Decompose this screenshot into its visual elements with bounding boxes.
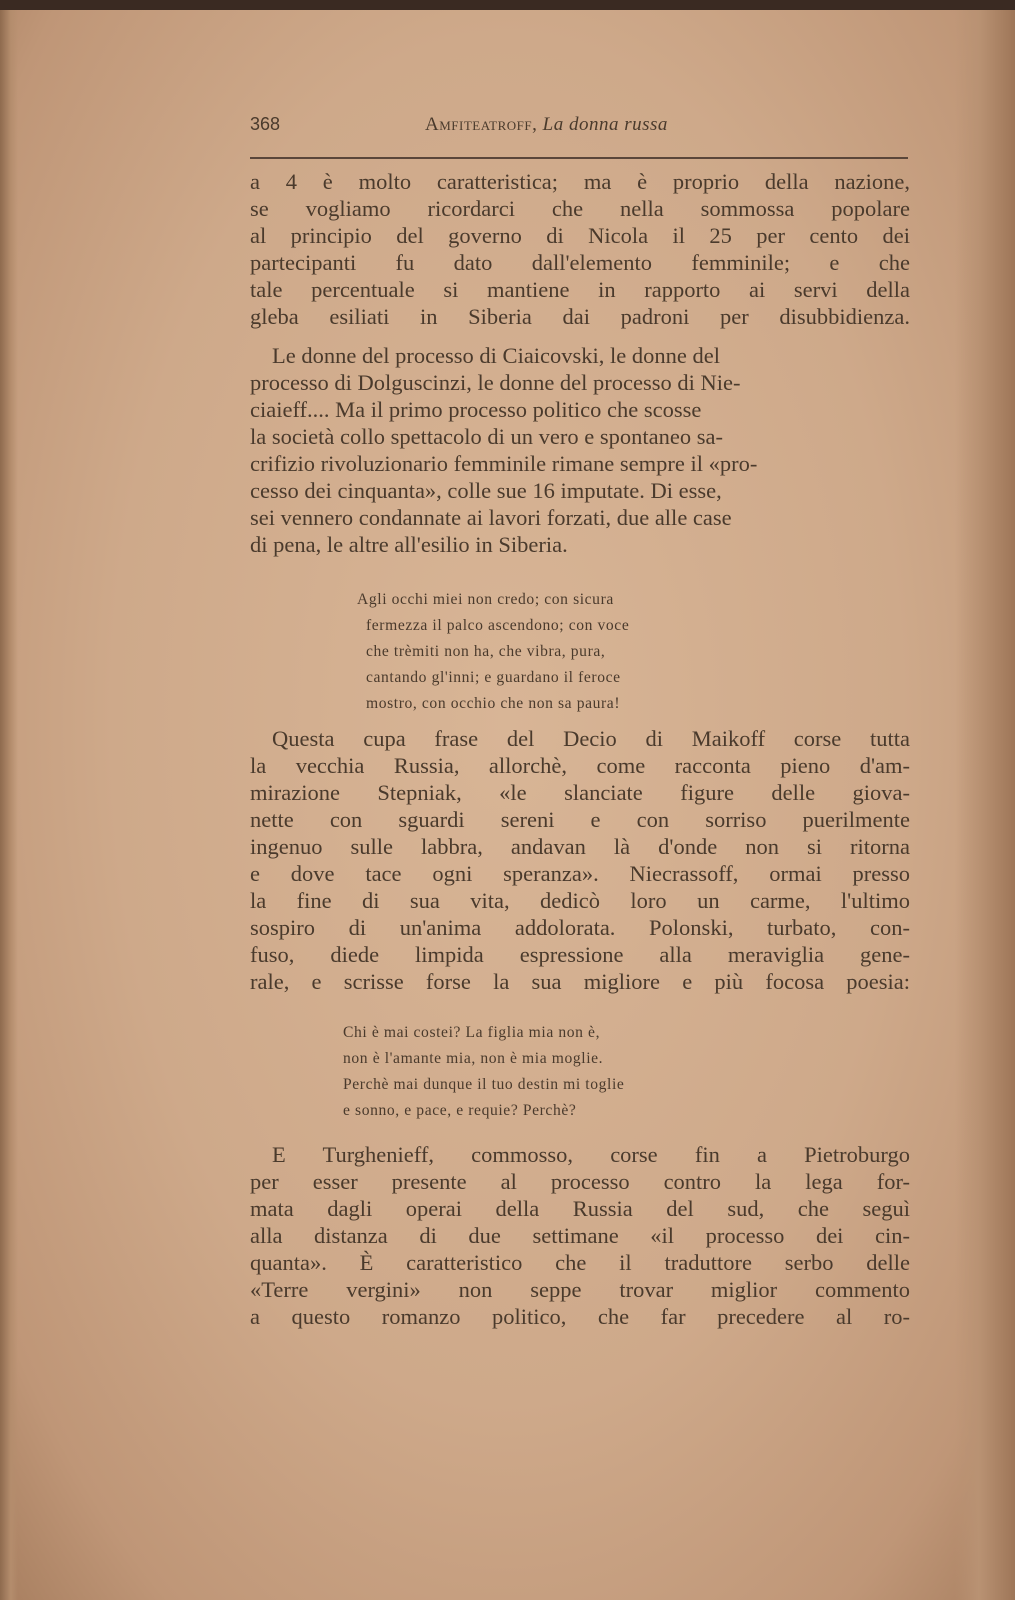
scan-border-top (0, 0, 1015, 10)
page-number: 368 (250, 114, 281, 134)
poem-line: mostro, con occhio che non sa paura! (357, 695, 621, 712)
poem-quote-1 (357, 587, 797, 717)
page-left-edge (0, 10, 18, 1600)
poem-quote-2 (343, 1020, 823, 1124)
paragraph-4: E Turghenieff, commosso, corse fin a Pietroburgo per esser presente al processo contro la lega for- mata dagli operai della Russia del sud, che seguì alla distanza di due settimane «il processo dei cin- quanta». È caratteristico che il traduttore serbo delle «Terre vergini» non seppe trovar miglior commento a questo romanzo politico, che far precedere al ro- (250, 1142, 910, 1329)
paragraph-3: Questa cupa frase del Decio di Maikoff corse tutta la vecchia Russia, allorchè, come racconta pieno d'am- mirazione Stepniak, «le slanciate figure delle giova- nette con sguardi sereni e con sorriso puerilmente ingenuo sulle labbra, andavan là d'onde non si ritorna e dove tace ogni speranza». Niecrassoff, ormai presso la fine di sua vita, dedicò loro un carme, l'ultimo sospiro di un'anima addolorata. Polonski, turbato, con- fuso, diede limpida espressione alla meraviglia gene- rale, e scrisse forse la sua migliore e più focosa poesia: (250, 726, 910, 994)
running-header (250, 114, 910, 144)
poem-line: e sonno, e pace, e requie? Perchè? (343, 1102, 577, 1119)
poem-line: fermezza il palco ascendono; con voce (357, 617, 630, 634)
page-right-edge (955, 10, 1015, 1600)
poem-line: cantando gl'inni; e guardano il feroce (357, 669, 621, 686)
running-title (425, 114, 668, 136)
poem-line: che trèmiti non ha, che vibra, pura, (357, 643, 606, 660)
header-rule (250, 157, 908, 159)
poem-line: Chi è mai costei? La figlia mia non è, (343, 1024, 601, 1041)
poem-line: Perchè mai dunque il tuo destin mi toglie (343, 1076, 625, 1093)
paragraph-2: Le donne del processo di Ciaicovski, le donne del processo di Dolguscinzi, le donne del processo di Nie- ciaieff.... Ma il primo processo politico che scosse la società collo spettacolo di un vero e spontaneo sa- crifizio rivoluzionario femminile rimane sempre il «pro- cesso dei cinquanta», colle sue 16 imputate. Di esse, sei vennero condannate ai lavori forzati, due alle case di pena, le altre all'esilio in Siberia. (250, 343, 758, 557)
running-title-book: La donna russa (542, 114, 668, 135)
paragraph-1: a 4 è molto caratteristica; ma è proprio della nazione, se vogliamo ricordarci che nella sommossa popolare al principio del governo di Nicola il 25 per cento dei partecipanti fu dato dall'elemento femminile; e che tale percentuale si mantiene in rapporto ai servi della gleba esiliati in Siberia dai padroni per disubbidienza. (250, 169, 910, 329)
poem-line: non è l'amante mia, non è mia moglie. (343, 1050, 604, 1067)
poem-line: Agli occhi miei non credo; con sicura (357, 591, 614, 608)
running-title-author: Amfiteatroff, (425, 114, 538, 135)
